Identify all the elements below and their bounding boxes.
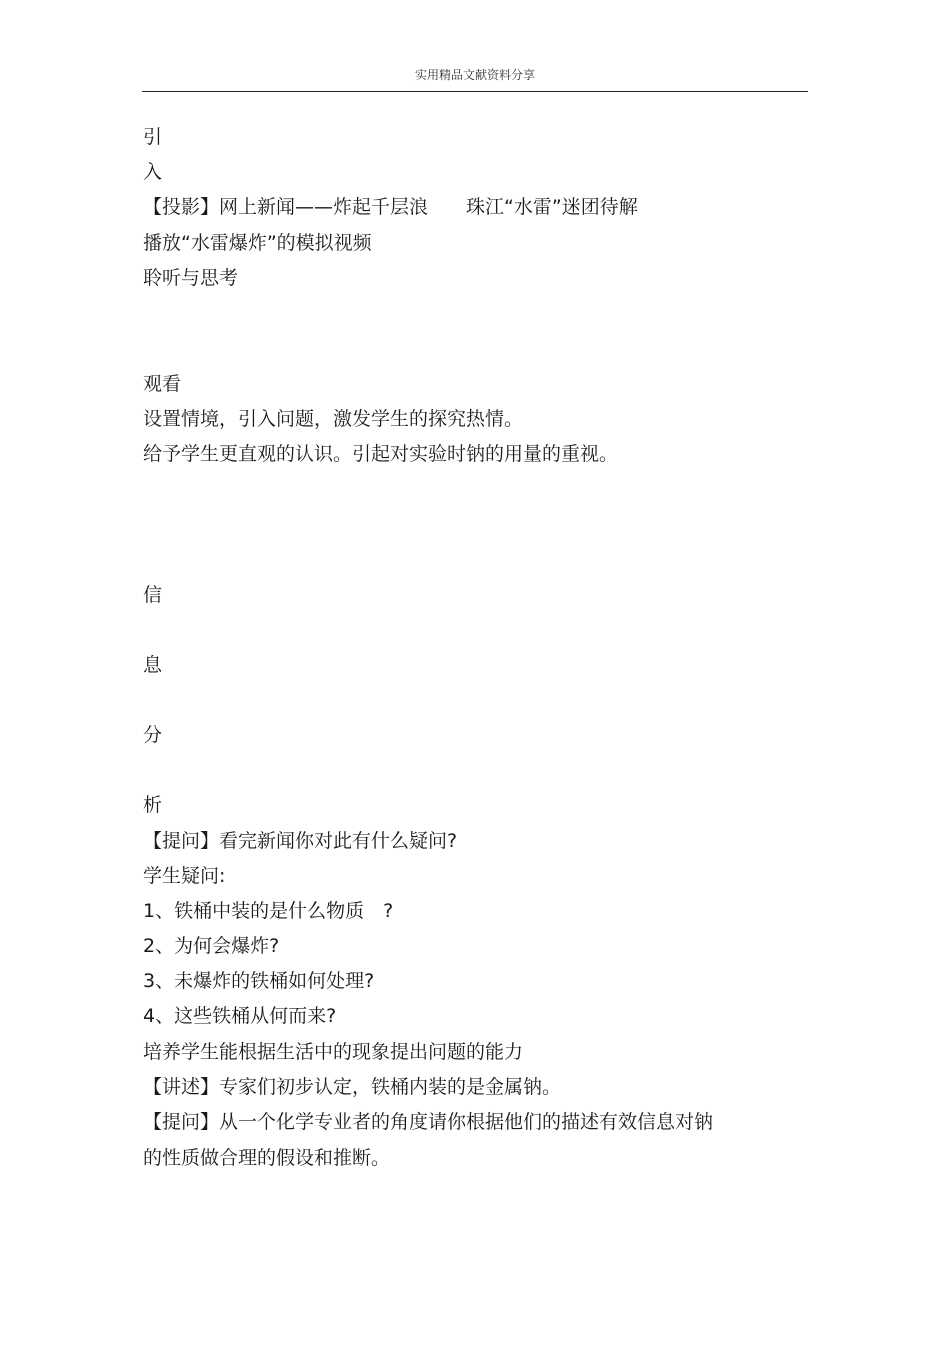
text-line: 【提问】从一个化学专业者的角度请你根据他们的描述有效信息对钠 <box>143 1111 714 1133</box>
text-line: 引 <box>143 126 163 148</box>
text-line: 培养学生能根据生活中的现象提出问题的能力 <box>143 1041 524 1063</box>
text-line: 1、铁桶中装的是什么物质 ? <box>143 900 394 922</box>
text-line: 析 <box>143 794 163 816</box>
text-line: 入 <box>143 161 163 183</box>
text-line: 播放“水雷爆炸”的模拟视频 <box>143 232 372 254</box>
text-line: 设置情境，引入问题，激发学生的探究热情。 <box>143 408 524 430</box>
text-line: 给予学生更直观的认识。引起对实验时钠的用量的重视。 <box>143 443 619 465</box>
page-header: 实用精品文献资料分享 <box>414 68 535 82</box>
text-line: 观看 <box>143 373 182 395</box>
text-line: 的性质做合理的假设和推断。 <box>143 1147 391 1169</box>
header-rule <box>142 91 808 92</box>
text-line: 聆听与思考 <box>143 267 239 289</box>
text-line: 2、为何会爆炸? <box>143 935 280 957</box>
text-line: 【投影】网上新闻——炸起千层浪 珠江“水雷”迷团待解 <box>143 196 638 218</box>
text-line: 学生疑问: <box>143 865 226 887</box>
text-line: 信 <box>143 584 163 606</box>
text-line: 息 <box>143 654 163 676</box>
text-line: 3、未爆炸的铁桶如何处理? <box>143 970 375 992</box>
text-line: 【讲述】专家们初步认定，铁桶内装的是金属钠。 <box>143 1076 562 1098</box>
text-line: 4、这些铁桶从何而来? <box>143 1005 337 1027</box>
text-line: 【提问】看完新闻你对此有什么疑问? <box>143 830 458 852</box>
text-line: 分 <box>143 724 163 746</box>
